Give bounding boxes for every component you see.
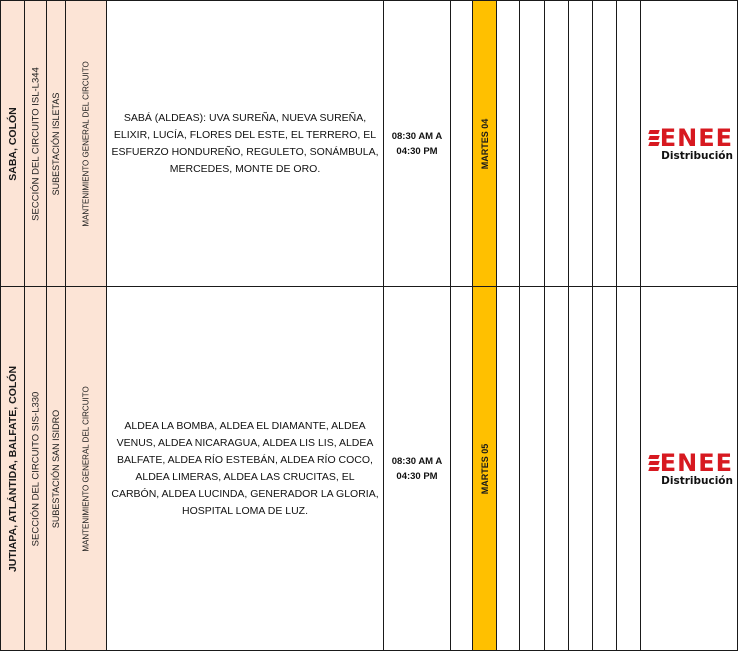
enee-mark-icon <box>649 454 659 472</box>
empty-cell <box>593 287 617 651</box>
location-cell <box>1 287 25 651</box>
empty-cell <box>451 1 473 287</box>
logo-cell <box>641 1 738 287</box>
work-type-text: MANTENIMIENTO GENERAL DEL CIRCUITO <box>81 385 91 552</box>
substation-text: SUBESTACIÓN SAN ISIDRO <box>51 409 61 528</box>
substation-cell <box>47 287 66 651</box>
logo-wordmark: ENEE <box>659 448 733 477</box>
enee-mark-icon <box>649 129 659 147</box>
time-end: 04:30 PM <box>396 470 438 482</box>
affected-areas-cell: SABÁ (ALDEAS): UVA SUREÑA, NUEVA SUREÑA, ELIXIR, LUCÍA, FLORES DEL ESTE, EL TERRERO, EL ESFUERZO HONDUREÑO, REGULETO, SONÁMBULA, MERCEDES, MONTE DE ORO. <box>107 1 384 287</box>
enee-logo <box>641 123 737 162</box>
time-start: 08:30 AM A <box>391 455 443 467</box>
time-cell <box>384 1 451 287</box>
empty-cell <box>497 287 520 651</box>
circuit-section-text: SECCIÓN DEL CIRCUITO ISL-L344 <box>30 66 41 221</box>
location-text: SABA, COLÓN <box>6 106 19 181</box>
empty-cell <box>617 1 641 287</box>
day-cell <box>473 1 497 287</box>
empty-cell <box>617 287 641 651</box>
substation-cell <box>47 1 66 287</box>
time-cell <box>384 287 451 651</box>
location-cell <box>1 1 25 287</box>
schedule-row-2 <box>1 287 738 651</box>
logo-cell <box>641 287 738 651</box>
empty-cell <box>520 287 545 651</box>
circuit-section-text: SECCIÓN DEL CIRCUITO SIS-L330 <box>30 391 41 546</box>
work-type-text: MANTENIMIENTO GENERAL DEL CIRCUITO <box>81 60 91 227</box>
work-type-cell <box>66 287 107 651</box>
empty-cell <box>451 287 473 651</box>
day-text: MARTES 04 <box>479 118 490 169</box>
circuit-section-cell <box>25 287 47 651</box>
logo-wordmark: ENEE <box>659 123 733 152</box>
affected-areas-cell: ALDEA LA BOMBA, ALDEA EL DIAMANTE, ALDEA VENUS, ALDEA NICARAGUA, ALDEA LIS LIS, ALDEA BALFATE, ALDEA RÍO ESTEBÁN, ALDEA RÍO COCO, ALDEA LIMERAS, ALDEA LAS CRUCITAS, EL CARBÓN, ALDEA LUCINDA, GENERADOR LA GLORIA, HOSPITAL LOMA DE LUZ. <box>107 287 384 651</box>
empty-cell <box>569 1 593 287</box>
empty-cell <box>569 287 593 651</box>
time-start: 08:30 AM A <box>391 130 443 142</box>
work-type-cell <box>66 1 107 287</box>
day-cell <box>473 287 497 651</box>
circuit-section-cell <box>25 1 47 287</box>
schedule-row-1 <box>1 1 738 287</box>
empty-cell <box>520 1 545 287</box>
logo-subtitle: Distribución <box>661 149 733 162</box>
empty-cell <box>545 287 569 651</box>
empty-cell <box>497 1 520 287</box>
time-end: 04:30 PM <box>396 145 438 157</box>
logo-subtitle: Distribución <box>661 474 733 487</box>
location-text: JUTIAPA, ATLÁNTIDA, BALFATE, COLÓN <box>6 365 19 572</box>
enee-logo <box>641 448 737 487</box>
empty-cell <box>593 1 617 287</box>
empty-cell <box>545 1 569 287</box>
substation-text: SUBESTACIÓN ISLETAS <box>51 92 61 195</box>
day-text: MARTES 05 <box>479 443 490 494</box>
